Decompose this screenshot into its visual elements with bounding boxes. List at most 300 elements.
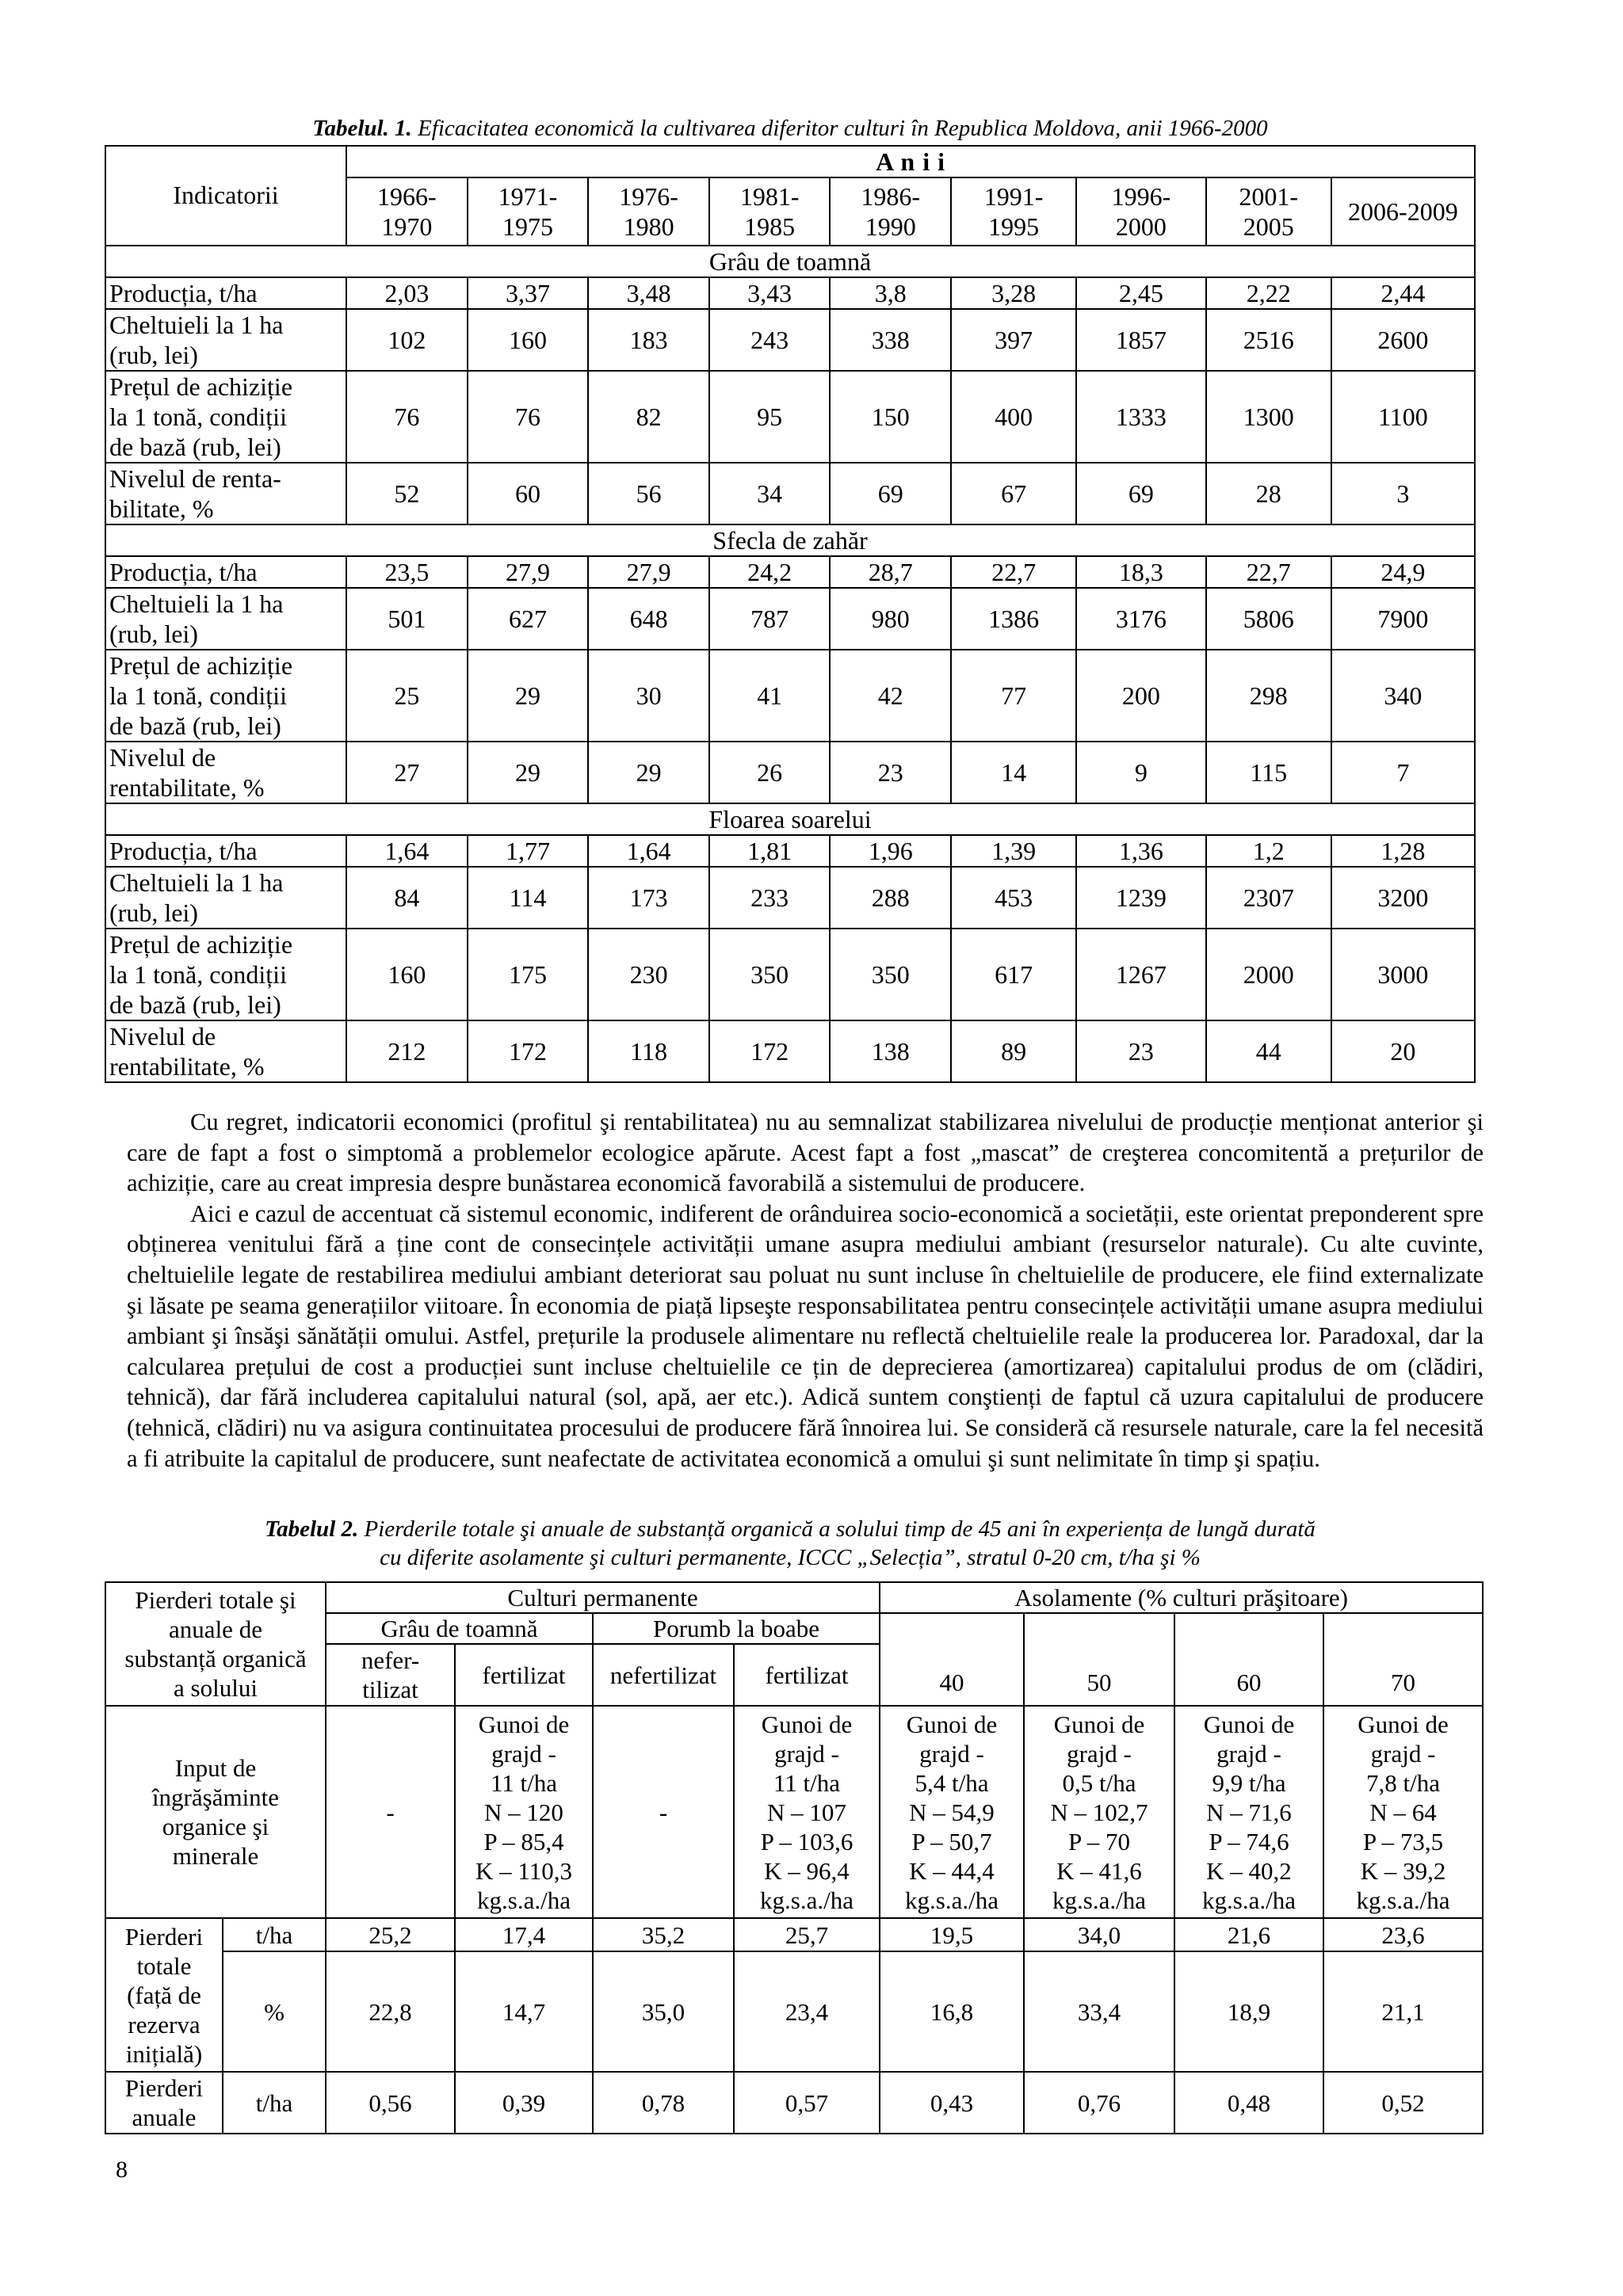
- table1-cell: 7900: [1331, 588, 1475, 650]
- page-number: 8: [116, 2157, 128, 2183]
- table1-cell: 298: [1206, 650, 1331, 742]
- permanent-crops-header: Culturi permanente: [326, 1582, 880, 1613]
- rotations-header: Asolamente (% culturi prăşitoare): [880, 1582, 1483, 1613]
- years-header: A n i i: [346, 146, 1475, 177]
- table1-cell: 350: [709, 929, 831, 1020]
- annual-losses-label: [105, 2072, 223, 2134]
- input-cell: [880, 1706, 1024, 1918]
- table1-cell: 175: [468, 929, 589, 1020]
- annual-tha-cell: 0,56: [326, 2072, 455, 2134]
- table1-cell: 1,81: [709, 835, 831, 867]
- rotation-40-header: 40: [880, 1613, 1024, 1706]
- input-line: K – 110,3: [475, 1856, 572, 1885]
- total-pct-cell: 23,4: [734, 1951, 880, 2072]
- input-line: Gunoi de: [1358, 1710, 1449, 1738]
- input-line: K – 41,6: [1056, 1856, 1142, 1885]
- input-cell: [734, 1706, 880, 1918]
- row-label-line: la 1 tonă, condiții: [109, 681, 287, 710]
- input-line: P – 74,6: [1209, 1827, 1289, 1855]
- annual-tha-cell: 0,57: [734, 2072, 880, 2134]
- row-label: [105, 588, 346, 650]
- input-line: 11 t/ha: [490, 1768, 558, 1797]
- table2-corner-header: [105, 1582, 326, 1706]
- table2-caption: [97, 1515, 1484, 1572]
- period-header: [951, 177, 1076, 246]
- row-label-line: la 1 tonă, condiții: [109, 960, 287, 989]
- table1-caption: [97, 114, 1484, 143]
- table1-cell: 1267: [1076, 929, 1206, 1020]
- table1-cell: 397: [951, 309, 1076, 371]
- table1-cell: 114: [468, 867, 589, 929]
- table1-cell: 76: [346, 371, 468, 463]
- input-line: 5,4 t/ha: [915, 1768, 989, 1797]
- table1-cell: 25: [346, 650, 468, 742]
- row-label-line: Producția, t/ha: [109, 558, 258, 586]
- table1-cell: 150: [830, 371, 951, 463]
- table1-cell: 160: [346, 929, 468, 1020]
- table1-cell: 1857: [1076, 309, 1206, 371]
- input-line: K – 39,2: [1360, 1856, 1446, 1885]
- period-line: 1971-: [498, 182, 558, 211]
- table1-cell: 340: [1331, 650, 1475, 742]
- input-line: N – 64: [1369, 1798, 1437, 1826]
- period-line: 1970: [381, 212, 433, 241]
- annual-label-line: Pierderi: [124, 2074, 204, 2102]
- table1-cell: 2000: [1206, 929, 1331, 1020]
- table1-cell: 44: [1206, 1020, 1331, 1082]
- input-line: kg.s.a./ha: [905, 1886, 999, 1914]
- table1-data-row: [105, 277, 1475, 309]
- table1-cell: 138: [830, 1020, 951, 1082]
- treatment-header: [593, 1644, 734, 1706]
- period-line: 1996-: [1111, 182, 1171, 211]
- total-label-line: (față de: [127, 1981, 201, 2009]
- row-label: [105, 556, 346, 588]
- table1-cell: 183: [588, 309, 709, 371]
- table1-cell: 980: [830, 588, 951, 650]
- table1-data-row: [105, 742, 1475, 803]
- table1-cell: 2516: [1206, 309, 1331, 371]
- row-label-line: de bază (rub, lei): [109, 990, 281, 1019]
- table1: [105, 145, 1476, 1083]
- total-tha-cell: 19,5: [880, 1918, 1024, 1951]
- input-line: grajd -: [1370, 1739, 1436, 1768]
- input-cell: [1024, 1706, 1174, 1918]
- section-title: Sfecla de zahăr: [105, 524, 1475, 556]
- table1-cell: 1100: [1331, 371, 1475, 463]
- table1-data-row: [105, 650, 1475, 742]
- table1-cell: 453: [951, 867, 1076, 929]
- total-tha-cell: 34,0: [1024, 1918, 1174, 1951]
- table1-cell: 42: [830, 650, 951, 742]
- input-line: Gunoi de: [1053, 1710, 1145, 1738]
- input-line: K – 96,4: [764, 1856, 850, 1885]
- unit-pct: %: [223, 1951, 326, 2072]
- annual-tha-cell: 0,39: [455, 2072, 593, 2134]
- input-cell: [1174, 1706, 1323, 1918]
- table1-cell: 20: [1331, 1020, 1475, 1082]
- unit-tha-annual: t/ha: [223, 2072, 326, 2134]
- input-line: P – 70: [1067, 1827, 1131, 1855]
- table1-cell: 1,64: [588, 835, 709, 867]
- input-label: [105, 1706, 326, 1918]
- table1-cell: 2600: [1331, 309, 1475, 371]
- table1-cell: 2,45: [1076, 277, 1206, 309]
- total-label-line: inițială): [125, 2039, 203, 2068]
- row-label-line: (rub, lei): [109, 620, 198, 648]
- period-header: [1331, 177, 1475, 246]
- row-label-line: Prețul de achiziție: [109, 651, 293, 680]
- table1-data-row: [105, 929, 1475, 1020]
- period-line: 1976-: [619, 182, 678, 211]
- row-label: [105, 867, 346, 929]
- table1-cell: 1,64: [346, 835, 468, 867]
- table1-cell: 338: [830, 309, 951, 371]
- table1-cell: 69: [1076, 463, 1206, 524]
- table1-cell: 617: [951, 929, 1076, 1020]
- table1-cell: 3: [1331, 463, 1475, 524]
- table1-data-row: [105, 1020, 1475, 1082]
- input-cell: [1323, 1706, 1483, 1918]
- row-label-line: rentabilitate, %: [109, 1052, 265, 1081]
- table1-cell: 23: [1076, 1020, 1206, 1082]
- row-label-line: de bază (rub, lei): [109, 433, 281, 461]
- total-tha-cell: 17,4: [455, 1918, 593, 1951]
- table2-total-tha-row: [105, 1918, 1483, 1951]
- input-line: kg.s.a./ha: [1052, 1886, 1146, 1914]
- table1-caption-label: Tabelul. 1.: [312, 116, 412, 141]
- input-line: grajd -: [774, 1739, 839, 1768]
- input-line: grajd -: [491, 1739, 556, 1768]
- table1-cell: 118: [588, 1020, 709, 1082]
- row-label: [105, 463, 346, 524]
- table1-cell: 3,28: [951, 277, 1076, 309]
- total-label-line: rezerva: [128, 2010, 200, 2039]
- input-line: kg.s.a./ha: [1202, 1886, 1296, 1914]
- input-line: grajd -: [919, 1739, 984, 1768]
- section-row: [105, 524, 1475, 556]
- row-label-line: Nivelul de renta-: [109, 464, 281, 493]
- period-header: [1076, 177, 1206, 246]
- input-line: kg.s.a./ha: [477, 1886, 571, 1914]
- table1-cell: 77: [951, 650, 1076, 742]
- annual-tha-cell: 0,52: [1323, 2072, 1483, 2134]
- row-label-line: Cheltuieli la 1 ha: [109, 589, 284, 618]
- table1-cell: 56: [588, 463, 709, 524]
- table1-cell: 7: [1331, 742, 1475, 803]
- row-label: [105, 929, 346, 1020]
- corner-header-line: a solului: [174, 1674, 258, 1702]
- table1-cell: 2307: [1206, 867, 1331, 929]
- table1-cell: 2,03: [346, 277, 468, 309]
- table2-caption-label: Tabelul 2.: [265, 1516, 359, 1542]
- row-label: [105, 650, 346, 742]
- total-pct-cell: 16,8: [880, 1951, 1024, 2072]
- table1-cell: 288: [830, 867, 951, 929]
- table2-header-row-1: [105, 1582, 1483, 1613]
- row-label: [105, 277, 346, 309]
- treatment-header: [455, 1644, 593, 1706]
- period-line: 1975: [502, 212, 553, 241]
- table1-cell: 160: [468, 309, 589, 371]
- row-label-line: la 1 tonă, condiții: [109, 402, 287, 431]
- table1-cell: 172: [468, 1020, 589, 1082]
- table1-cell: 24,2: [709, 556, 831, 588]
- period-line: 1986-: [861, 182, 921, 211]
- table1-cell: 30: [588, 650, 709, 742]
- table1-cell: 82: [588, 371, 709, 463]
- total-tha-cell: 21,6: [1174, 1918, 1323, 1951]
- section-row: [105, 246, 1475, 277]
- table1-cell: 9: [1076, 742, 1206, 803]
- row-label: [105, 309, 346, 371]
- indicator-header: Indicatorii: [105, 146, 346, 246]
- treatment-line: fertilizat: [765, 1661, 849, 1689]
- total-pct-cell: 18,9: [1174, 1951, 1323, 2072]
- table1-cell: 212: [346, 1020, 468, 1082]
- table1-cell: 627: [468, 588, 589, 650]
- table1-cell: 28,7: [830, 556, 951, 588]
- table1-cell: 1,77: [468, 835, 589, 867]
- period-header: [709, 177, 831, 246]
- table1-cell: 172: [709, 1020, 831, 1082]
- table1-cell: 1,2: [1206, 835, 1331, 867]
- table1-cell: 69: [830, 463, 951, 524]
- table1-cell: 89: [951, 1020, 1076, 1082]
- table1-cell: 27,9: [468, 556, 589, 588]
- annual-label-line: anuale: [132, 2103, 197, 2131]
- row-label-line: Prețul de achiziție: [109, 372, 293, 401]
- table1-cell: 3176: [1076, 588, 1206, 650]
- row-label: [105, 742, 346, 803]
- table1-cell: 41: [709, 650, 831, 742]
- annual-tha-cell: 0,78: [593, 2072, 734, 2134]
- rotation-60-header: 60: [1174, 1613, 1323, 1706]
- period-line: 1966-: [377, 182, 437, 211]
- table1-cell: 24,9: [1331, 556, 1475, 588]
- period-line: 2005: [1243, 212, 1294, 241]
- table1-cell: 3,43: [709, 277, 831, 309]
- table1-cell: 22,7: [951, 556, 1076, 588]
- table1-cell: 26: [709, 742, 831, 803]
- table1-cell: 102: [346, 309, 468, 371]
- table1-cell: 3000: [1331, 929, 1475, 1020]
- total-pct-cell: 33,4: [1024, 1951, 1174, 2072]
- table1-cell: 787: [709, 588, 831, 650]
- input-line: kg.s.a./ha: [760, 1886, 854, 1914]
- total-tha-cell: 25,7: [734, 1918, 880, 1951]
- table1-cell: 5806: [1206, 588, 1331, 650]
- paragraph-2: Aici e cazul de accentuat că sistemul economic, indiferent de orânduirea socio-economică a societății, este orientat preponderent spre obținerea venitului fără a ține cont de consecințele activității umane asupra mediului ambiant (resurselor naturale). Cu alte cuvinte, cheltuielile legate de restabilirea mediului ambiant deteriorat sau poluat nu sunt incluse în cheltuielile de producere, ele fiind externalizate şi lăsate pe seama generațiilor viitoare. În economia de piață lipseşte responsabilitatea pentru consecințele activității umane asupra mediului ambiant şi însăşi sănătății omului. Astfel, prețurile la produsele alimentare nu reflectă cheltuielile reale la producerea lor. Paradoxal, dar la calcularea prețului de cost a producției sunt incluse cheltuielile ce țin de deprecierea (amortizarea) capitalului produs de om (clădiri, tehnică), dar fără includerea capitalului natural (sol, apă, aer etc.). Adică suntem conştienți de faptul că uzura capitalului de producere (tehnică, clădiri) nu va asigura continuitatea procesului de producere fără înnoirea lui. Se consideră că resursele naturale, care la fel necesită a fi atribuite la capitalul de producere, sunt neafectate de activitatea economică a omului şi sunt nelimitate în timp şi spațiu.: [127, 1199, 1484, 1472]
- input-line: N – 54,9: [909, 1798, 995, 1826]
- table1-cell: 1,96: [830, 835, 951, 867]
- table1-cell: 29: [468, 742, 589, 803]
- period-line: 1991-: [983, 182, 1044, 211]
- period-line: 1990: [865, 212, 916, 241]
- row-label: [105, 835, 346, 867]
- row-label-line: (rub, lei): [109, 341, 198, 369]
- period-line: 2001-: [1239, 182, 1299, 211]
- table1-cell: 28: [1206, 463, 1331, 524]
- table1-data-row: [105, 867, 1475, 929]
- row-label-line: (rub, lei): [109, 898, 198, 927]
- table1-cell: 1239: [1076, 867, 1206, 929]
- row-label: [105, 371, 346, 463]
- table1-data-row: [105, 588, 1475, 650]
- period-line: 2006-2009: [1348, 197, 1458, 226]
- input-line: 9,9 t/ha: [1212, 1768, 1286, 1797]
- input-line: P – 85,4: [483, 1827, 564, 1855]
- table1-cell: 3,48: [588, 277, 709, 309]
- total-pct-cell: 21,1: [1323, 1951, 1483, 2072]
- table1-cell: 243: [709, 309, 831, 371]
- total-label-line: Pierderi: [124, 1922, 204, 1951]
- table2-input-row: [105, 1706, 1483, 1918]
- period-line: 2000: [1115, 212, 1167, 241]
- table1-cell: 1386: [951, 588, 1076, 650]
- table1-cell: 22,7: [1206, 556, 1331, 588]
- period-header: [468, 177, 589, 246]
- input-line: N – 120: [484, 1798, 563, 1826]
- table1-cell: 1333: [1076, 371, 1206, 463]
- table1-cell: 115: [1206, 742, 1331, 803]
- total-losses-label: [105, 1918, 223, 2072]
- table1-cell: 23,5: [346, 556, 468, 588]
- input-line: -: [659, 1798, 668, 1826]
- total-label-line: totale: [136, 1951, 192, 1980]
- table2: [105, 1581, 1484, 2134]
- table2-total-pct-row: [105, 1951, 1483, 2072]
- table1-data-row: [105, 463, 1475, 524]
- annual-tha-cell: 0,76: [1024, 2072, 1174, 2134]
- table1-cell: 2,22: [1206, 277, 1331, 309]
- treatment-header: [326, 1644, 455, 1706]
- maize-header: Porumb la boabe: [593, 1613, 880, 1644]
- table1-cell: 350: [830, 929, 951, 1020]
- input-label-line: Input de: [174, 1754, 257, 1782]
- total-pct-cell: 22,8: [326, 1951, 455, 2072]
- period-line: 1985: [744, 212, 796, 241]
- table1-cell: 52: [346, 463, 468, 524]
- table1-cell: 1,36: [1076, 835, 1206, 867]
- row-label-line: Cheltuieli la 1 ha: [109, 868, 284, 897]
- table1-cell: 14: [951, 742, 1076, 803]
- table2-caption-line2: cu diferite asolamente şi culturi permanente, ICCC „Selecția”, stratul 0-20 cm, t/ha şi %: [380, 1545, 1201, 1570]
- row-label: [105, 1020, 346, 1082]
- table1-cell: 3200: [1331, 867, 1475, 929]
- table1-cell: 1,28: [1331, 835, 1475, 867]
- table1-cell: 67: [951, 463, 1076, 524]
- treatment-line: tilizat: [362, 1676, 418, 1703]
- table1-cell: 76: [468, 371, 589, 463]
- table2-caption-line1: Pierderile totale şi anuale de substanță organică a solului timp de 45 ani în experiența de lungă durată: [364, 1516, 1316, 1542]
- input-line: 0,5 t/ha: [1062, 1768, 1136, 1797]
- total-tha-cell: 35,2: [593, 1918, 734, 1951]
- annual-tha-cell: 0,43: [880, 2072, 1024, 2134]
- paragraph-1: Cu regret, indicatorii economici (profitul şi rentabilitatea) nu au semnalizat stabilizarea nivelului de producție menționat anterior şi care de fapt a fost o simptomă a problemelor ecologice apărute. Acest fapt a fost „mascat” de creşterea concomitentă a prețurilor de achiziție, care au creat impresia despre bunăstarea economică favorabilă a sistemului de producere.: [127, 1108, 1484, 1197]
- total-tha-cell: 23,6: [1323, 1918, 1483, 1951]
- treatment-line: fertilizat: [482, 1661, 566, 1689]
- table1-cell: 95: [709, 371, 831, 463]
- body-text: [127, 1107, 1484, 1474]
- row-label-line: Nivelul de: [109, 743, 216, 772]
- treatment-line: nefertilizat: [609, 1661, 717, 1689]
- corner-header-line: anuale de: [169, 1615, 262, 1643]
- table1-cell: 60: [468, 463, 589, 524]
- input-line: 7,8 t/ha: [1366, 1768, 1441, 1797]
- table1-cell: 18,3: [1076, 556, 1206, 588]
- corner-header-line: Pierderi totale şi: [135, 1586, 296, 1614]
- input-line: Gunoi de: [1203, 1710, 1295, 1738]
- table1-cell: 3,37: [468, 277, 589, 309]
- table1-cell: 233: [709, 867, 831, 929]
- wheat-header: Grâu de toamnă: [326, 1613, 593, 1644]
- input-label-line: îngrăşăminte: [151, 1783, 280, 1811]
- corner-header-line: substanță organică: [124, 1645, 307, 1672]
- row-label-line: Cheltuieli la 1 ha: [109, 311, 284, 339]
- row-label-line: bilitate, %: [109, 494, 214, 523]
- table1-cell: 230: [588, 929, 709, 1020]
- table1-cell: 648: [588, 588, 709, 650]
- table1-cell: 173: [588, 867, 709, 929]
- table2-body: [105, 1582, 1483, 2134]
- row-label-line: Prețul de achiziție: [109, 930, 293, 959]
- period-line: 1995: [988, 212, 1040, 241]
- period-header: [1206, 177, 1331, 246]
- table1-cell: 2,44: [1331, 277, 1475, 309]
- section-row: [105, 803, 1475, 835]
- input-line: kg.s.a./ha: [1356, 1886, 1450, 1914]
- table1-cell: 27: [346, 742, 468, 803]
- table1-cell: 501: [346, 588, 468, 650]
- period-header: [588, 177, 709, 246]
- table1-cell: 1,39: [951, 835, 1076, 867]
- table1-data-row: [105, 835, 1475, 867]
- total-pct-cell: 14,7: [455, 1951, 593, 2072]
- input-line: Gunoi de: [478, 1710, 570, 1738]
- input-line: K – 40,2: [1206, 1856, 1292, 1885]
- period-header: [830, 177, 951, 246]
- unit-tha: t/ha: [223, 1918, 326, 1951]
- table1-cell: 27,9: [588, 556, 709, 588]
- table1-cell: 23: [830, 742, 951, 803]
- table1-data-row: [105, 309, 1475, 371]
- table1-cell: 29: [588, 742, 709, 803]
- input-label-line: organice şi: [162, 1813, 269, 1840]
- section-title: Floarea soarelui: [105, 803, 1475, 835]
- table1-cell: 1300: [1206, 371, 1331, 463]
- input-cell: [593, 1706, 734, 1918]
- treatment-header: [734, 1644, 880, 1706]
- table1-data-row: [105, 371, 1475, 463]
- period-header: [346, 177, 468, 246]
- row-label-line: rentabilitate, %: [109, 773, 265, 802]
- row-label-line: de bază (rub, lei): [109, 711, 281, 740]
- row-label-line: Producția, t/ha: [109, 279, 258, 307]
- annual-tha-cell: 0,48: [1174, 2072, 1323, 2134]
- input-label-line: minerale: [172, 1842, 259, 1870]
- section-title: Grâu de toamnă: [105, 246, 1475, 277]
- input-cell: [326, 1706, 455, 1918]
- row-label-line: Nivelul de: [109, 1022, 216, 1051]
- input-line: N – 102,7: [1050, 1798, 1148, 1826]
- total-tha-cell: 25,2: [326, 1918, 455, 1951]
- treatment-line: nefer-: [361, 1646, 420, 1674]
- input-line: K – 44,4: [909, 1856, 995, 1885]
- table2-annual-row: [105, 2072, 1483, 2134]
- table1-data-row: [105, 556, 1475, 588]
- table1-cell: 3,8: [830, 277, 951, 309]
